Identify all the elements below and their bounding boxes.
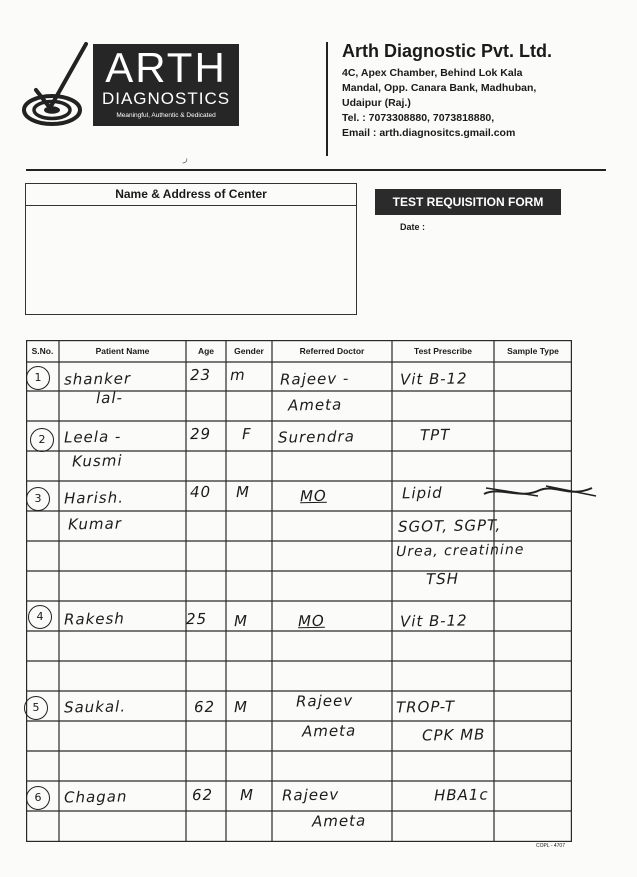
patient-gender: M bbox=[239, 785, 255, 805]
test-prescribed: CPK MB bbox=[421, 725, 486, 745]
col-doctor-header: Referred Doctor bbox=[299, 346, 365, 356]
patient-age: 40 bbox=[189, 482, 212, 502]
test-prescribed: Urea, creatinine bbox=[395, 541, 525, 561]
col-patient-name-header: Patient Name bbox=[95, 346, 150, 356]
date-label: Date : bbox=[400, 222, 426, 232]
patient-table-grid bbox=[26, 340, 572, 842]
struck-out-text bbox=[480, 482, 600, 502]
brand-logo bbox=[93, 44, 239, 126]
entry-number: 3 bbox=[26, 487, 50, 511]
header-divider bbox=[326, 42, 328, 156]
patient-name: shanker bbox=[63, 369, 132, 389]
patient-name: Saukal. bbox=[63, 697, 127, 717]
company-address bbox=[342, 66, 627, 141]
col-age-header: Age bbox=[197, 346, 215, 356]
patient-age: 23 bbox=[189, 365, 212, 385]
patient-name: Kusmi bbox=[71, 451, 123, 471]
brand-subtitle: DIAGNOSTICS bbox=[101, 89, 231, 108]
col-test-header: Test Prescribe bbox=[414, 346, 472, 356]
brand-name: ARTH bbox=[105, 44, 227, 91]
referred-doctor: MO bbox=[299, 486, 327, 506]
email-line: Email : arth.diagnositcs.gmail.com bbox=[342, 127, 516, 139]
referred-doctor: Rajeev - bbox=[279, 369, 350, 389]
patient-gender: M bbox=[233, 611, 249, 631]
referred-doctor: Rajeev bbox=[295, 691, 354, 711]
center-box-title: Name & Address of Center bbox=[26, 184, 356, 206]
patient-gender: F bbox=[241, 424, 252, 444]
col-sample-type-header: Sample Type bbox=[507, 346, 559, 356]
address-line: Mandal, Opp. Canara Bank, Madhuban, bbox=[342, 82, 537, 94]
referred-doctor: Ameta bbox=[301, 721, 357, 741]
stray-mark: ر bbox=[183, 153, 188, 164]
patient-age: 29 bbox=[189, 424, 212, 444]
patient-name: Leela - bbox=[63, 427, 122, 447]
referred-doctor: MO bbox=[297, 611, 325, 631]
test-prescribed: TSH bbox=[425, 569, 460, 589]
phone-line: Tel. : 7073308880, 7073818880, bbox=[342, 112, 495, 124]
address-line: 4C, Apex Chamber, Behind Lok Kala bbox=[342, 67, 523, 79]
patient-age: 25 bbox=[185, 609, 208, 629]
brand-tagline: Meaningful, Authentic & Dedicated bbox=[116, 112, 216, 119]
entry-number: 1 bbox=[26, 366, 50, 390]
entry-number: 2 bbox=[30, 428, 54, 452]
target-check-logo-icon bbox=[22, 40, 90, 132]
form-code: COPL - 4707 bbox=[536, 843, 565, 849]
patient-name: lal- bbox=[95, 388, 124, 408]
patient-name: Chagan bbox=[63, 787, 128, 807]
patient-gender: M bbox=[235, 482, 251, 502]
patient-name: Kumar bbox=[67, 514, 123, 534]
col-sno-header: S.No. bbox=[31, 346, 54, 356]
test-prescribed: TPT bbox=[419, 425, 451, 445]
test-prescribed: TROP-T bbox=[395, 697, 456, 717]
patient-name: Harish. bbox=[63, 488, 125, 508]
entry-number: 6 bbox=[26, 786, 50, 810]
patient-name: Rakesh bbox=[63, 609, 126, 629]
test-prescribed: SGOT, SGPT, bbox=[397, 516, 502, 536]
test-prescribed: HBA1c bbox=[433, 785, 489, 805]
referred-doctor: Ameta bbox=[287, 395, 343, 415]
patient-gender: m bbox=[229, 365, 246, 385]
test-prescribed: Vit B-12 bbox=[399, 611, 468, 631]
entry-number: 5 bbox=[24, 696, 48, 720]
referred-doctor: Rajeev bbox=[281, 785, 340, 805]
address-line: Udaipur (Raj.) bbox=[342, 97, 411, 109]
referred-doctor: Surendra bbox=[277, 427, 355, 447]
company-info bbox=[342, 40, 627, 141]
patient-age: 62 bbox=[193, 697, 216, 717]
referred-doctor: Ameta bbox=[311, 811, 367, 831]
entry-number: 4 bbox=[28, 605, 52, 629]
test-prescribed: Vit B-12 bbox=[399, 369, 468, 389]
header-rule bbox=[26, 169, 606, 171]
test-prescribed: Lipid bbox=[401, 483, 443, 503]
patient-age: 62 bbox=[191, 785, 214, 805]
col-gender-header: Gender bbox=[234, 346, 264, 356]
form-title: TEST REQUISITION FORM bbox=[375, 189, 561, 215]
center-address-box[interactable] bbox=[25, 183, 357, 315]
company-name: Arth Diagnostic Pvt. Ltd. bbox=[342, 41, 553, 61]
patient-gender: M bbox=[233, 697, 249, 717]
